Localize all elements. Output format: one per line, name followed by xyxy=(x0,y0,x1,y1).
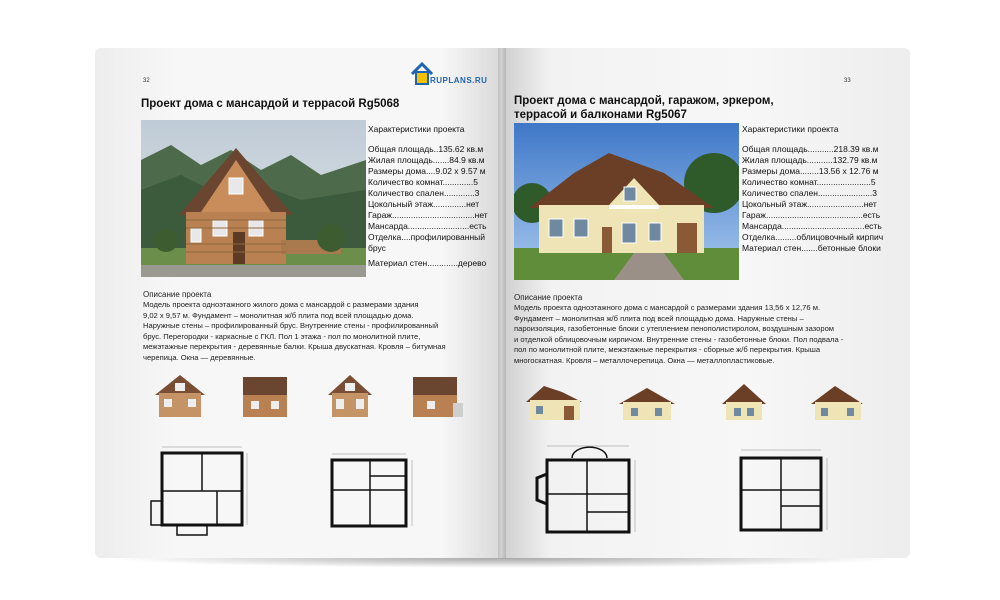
spec-item: Цокольный этаж........................нет xyxy=(742,199,877,209)
spec-item: Гараж...................................нет xyxy=(368,210,488,220)
facade-thumbnail xyxy=(714,378,774,426)
description-line: Модель проекта одноэтажного жилого дома с мансардой с размерами здания xyxy=(143,300,419,309)
logo-text: RUPLANS.RU xyxy=(430,76,488,85)
description-line: межэтажные перекрытия - деревянные балки. Крыша двускатная. Кровля – битумная xyxy=(143,342,446,351)
specs-heading-right: Характеристики проекта xyxy=(742,124,839,134)
description-heading-left: Описание проекта xyxy=(143,290,212,299)
page-number-right: 33 xyxy=(844,78,851,84)
facade-thumbnail xyxy=(150,373,210,421)
facade-thumbnail xyxy=(617,378,677,426)
spec-item: Мансарда..........................есть xyxy=(368,221,487,231)
description-line: пол по монолитной плите, межэтажные перекрытия - сборные ж/б перекрытия. Крыша xyxy=(514,345,821,354)
description-line: Наружные стены – профилированный брус. Внутренние стены - профилированный xyxy=(143,321,439,330)
ruplans-logo xyxy=(410,60,488,90)
project-title-right xyxy=(514,94,774,122)
left-page xyxy=(95,48,502,558)
facade-thumbnail xyxy=(405,373,465,421)
spec-item: Количество комнат.......................5 xyxy=(742,177,876,187)
floor-plan-first-floor xyxy=(527,438,647,548)
house-render-rg5067 xyxy=(514,123,739,280)
spec-item: Цокольный этаж..............нет xyxy=(368,199,480,209)
description-left xyxy=(143,300,493,363)
facade-thumbnail xyxy=(320,373,380,421)
spec-item: Гараж.........................................есть xyxy=(742,210,881,220)
floor-plan-attic xyxy=(320,448,420,538)
spec-item: Материал стен.......бетонные блоки xyxy=(742,243,881,253)
spec-item: Общая площадь...........218.39 кв.м xyxy=(742,144,879,154)
spec-item: Мансарда...................................есть xyxy=(742,221,882,231)
page-number-left: 32 xyxy=(143,78,150,84)
specs-list-left xyxy=(368,144,498,269)
spec-item: Общая площадь..135.62 кв.м xyxy=(368,144,484,154)
project-title-line: террасой и балконами Rg5067 xyxy=(514,109,687,121)
description-line: многоскатная. Кровля – металлочерепица. Окна — металлопластиковые. xyxy=(514,355,775,365)
facade-thumbnail xyxy=(235,373,295,421)
specs-heading-left: Характеристики проекта xyxy=(368,124,465,134)
facade-thumbnail xyxy=(524,378,584,426)
facade-thumbnail xyxy=(807,378,867,426)
description-line: пароизоляция, газобетонные блоки с утеплением пенополистиролом, воздушным зазором xyxy=(514,324,835,333)
spec-item: Количество спален.......................3 xyxy=(742,188,878,198)
spec-item: Жилая площадь.......84.9 кв.м xyxy=(368,155,485,165)
description-line: Фундамент – монолитная ж/б плита под всей площадью дома. Наружные стены – xyxy=(514,313,804,323)
spec-item: Жилая площадь...........132.79 кв.м xyxy=(742,155,878,165)
house-render-rg5068 xyxy=(141,120,366,277)
description-line: Модель проекта одноэтажного дома с мансардой с размерами здания 13,56 х 12,76 м. xyxy=(514,303,821,312)
open-book xyxy=(95,48,910,563)
spec-item: Отделка....профилированный брус xyxy=(368,232,486,253)
description-line: черепица. Окна — деревянные. xyxy=(143,352,256,362)
floor-plan-first-floor xyxy=(147,441,259,541)
project-title-line: Проект дома с мансардой, гаражом, эркером, xyxy=(514,95,774,107)
description-line: брус. Перегородки - каркасные с ГКЛ. Пол 1 этажа - пол по монолитной плите, xyxy=(143,331,421,341)
spec-item: Количество спален.............3 xyxy=(368,188,480,198)
floor-plan-attic xyxy=(727,444,837,540)
description-right xyxy=(514,303,899,366)
spec-item: Материал стен.............дерево xyxy=(368,258,487,268)
description-line: 9,02 х 9,57 м. Фундамент – монолитная ж/б плита под всей площадью дома. xyxy=(143,310,414,320)
spec-item: Количество комнат.............5 xyxy=(368,177,479,187)
house-logo-icon xyxy=(410,60,480,90)
spec-item: Размеры дома....9.02 х 9.57 м xyxy=(368,166,486,176)
right-page xyxy=(502,48,910,558)
specs-list-right xyxy=(742,144,892,254)
project-title-left: Проект дома с мансардой и террасой Rg5068 xyxy=(141,98,400,110)
spec-item: Размеры дома........13.56 х 12.76 м xyxy=(742,166,879,176)
description-line: и отделкой облицовочным кирпичом. Внутренние стены - газобетонные блоки. Пол подвала - xyxy=(514,334,844,344)
description-heading-right: Описание проекта xyxy=(514,293,583,302)
spec-item: Отделка.........облицовочный кирпич xyxy=(742,232,884,242)
book-spine xyxy=(498,48,506,558)
